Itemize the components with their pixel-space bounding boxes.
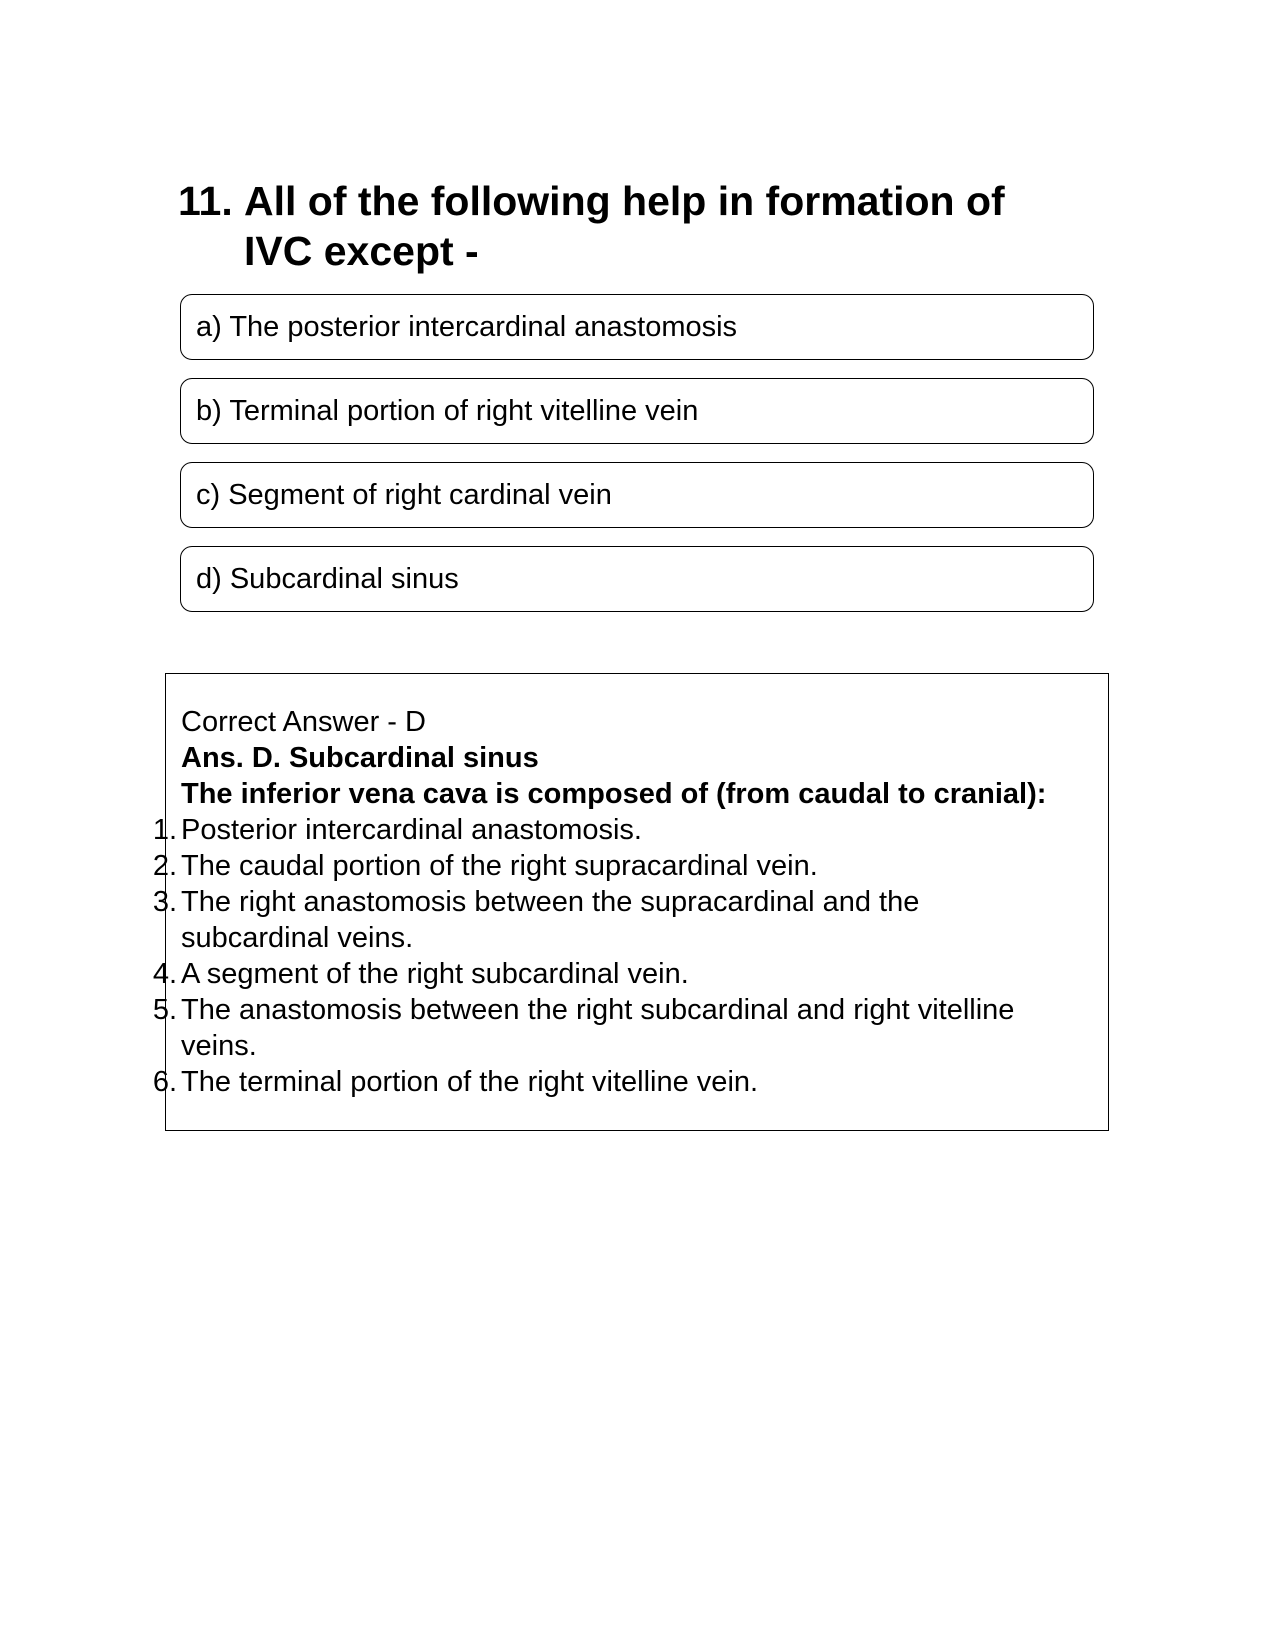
option-a[interactable]: a) The posterior intercardinal anastomosis <box>180 294 1094 360</box>
question-number: 11. <box>178 178 233 224</box>
list-item <box>152 812 1111 848</box>
option-c[interactable]: c) Segment of right cardinal vein <box>180 462 1094 528</box>
list-item-number: 1. <box>152 814 177 846</box>
list-item-text: Posterior intercardinal anastomosis. <box>181 814 642 846</box>
list-item <box>152 956 1111 992</box>
list-item-number: 4. <box>152 958 177 990</box>
list-item-text: The caudal portion of the right supracardinal vein. <box>181 850 818 882</box>
list-item-number: 3. <box>152 886 177 918</box>
list-item-number: 2. <box>152 850 177 882</box>
option-d[interactable]: d) Subcardinal sinus <box>180 546 1094 612</box>
answer-intro: The inferior vena cava is composed of (from caudal to cranial): <box>181 778 1047 810</box>
answer-heading: Ans. D. Subcardinal sinus <box>181 742 539 774</box>
question-heading <box>178 176 1058 276</box>
list-item <box>152 848 1111 884</box>
list-item-number: 5. <box>152 994 177 1026</box>
question-text: All of the following help in formation of IVC except - <box>244 178 1005 274</box>
option-b[interactable]: b) Terminal portion of right vitelline vein <box>180 378 1094 444</box>
list-item-text: The terminal portion of the right vitelline vein. <box>181 1066 759 1098</box>
list-item <box>152 992 1111 1064</box>
list-item-text: The right anastomosis between the supracardinal and the subcardinal veins. <box>181 886 920 954</box>
list-item-number: 6. <box>152 1066 177 1098</box>
list-item <box>152 884 1111 956</box>
list-item-text: The anastomosis between the right subcardinal and right vitelline veins. <box>181 994 1015 1062</box>
correct-answer: Correct Answer - D <box>181 706 426 738</box>
answer-content <box>152 704 1111 1100</box>
list-item-text: A segment of the right subcardinal vein. <box>181 958 689 990</box>
list-item <box>152 1064 1111 1100</box>
